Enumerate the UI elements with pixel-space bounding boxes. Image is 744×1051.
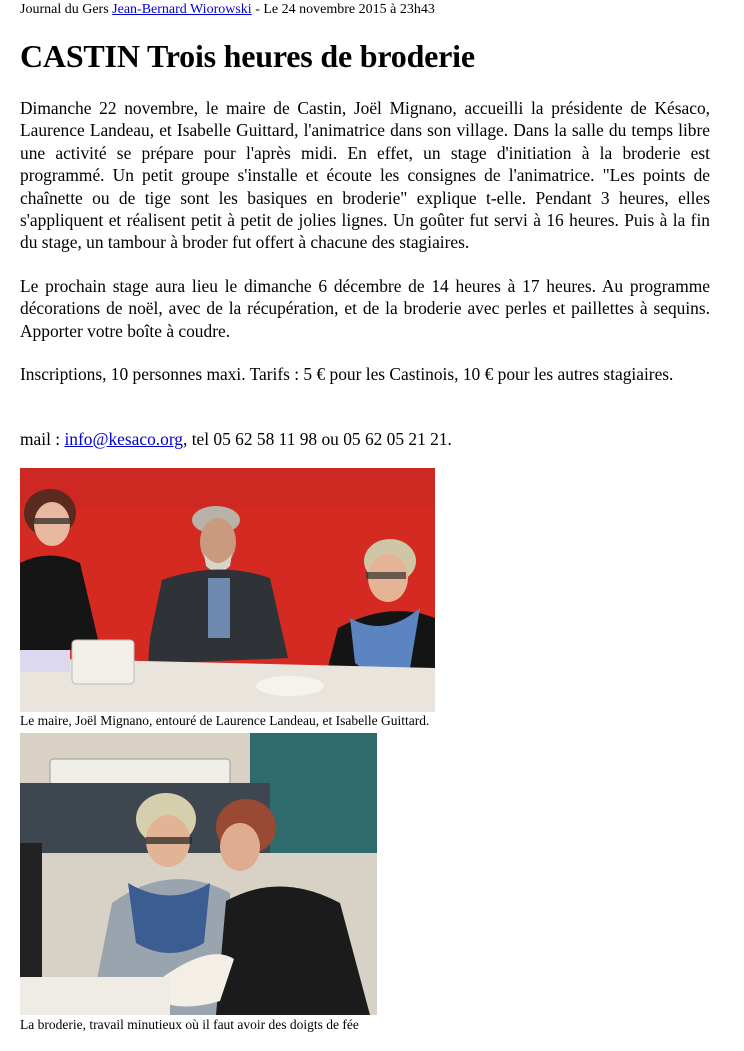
- photo-mayor-and-women: [20, 468, 435, 712]
- byline-separator: -: [251, 2, 264, 17]
- author-link[interactable]: Jean-Bernard Wiorowski: [112, 2, 252, 17]
- article-paragraph-1: Dimanche 22 novembre, le maire de Castin, Joël Mignano, accueilli la présidente de Késaco, Laurence Landeau, et Isabelle Guittard, l'animatrice dans son village. Dans la salle du temps libre une activité se prépare pour l'après midi. En effet, un stage d'initiation à la broderie est programmé. Un petit groupe s'installe et écoute les consignes de l'animatrice. "Les points de chaînette ou de tige sont les basiques en broderie" explique t-elle. Pendant 3 heures, elles s'appliquent et réalisent petit à petit de jolies lignes. Un goûter fut servi à 16 heures. Puis à la fin du stage, un tambour à broder fut offert à chacune des stagiaires.: [20, 98, 710, 253]
- photo-illustration-2: [20, 733, 377, 1015]
- article-byline: [20, 2, 435, 18]
- article-paragraph-3: Inscriptions, 10 personnes maxi. Tarifs : 5 € pour les Castinois, 10 € pour les autres stagiaires.: [20, 364, 674, 384]
- photo-illustration-1: [20, 468, 435, 712]
- photo-2-caption: La broderie, travail minutieux où il faut avoir des doigts de fée: [20, 1017, 359, 1032]
- contact-phone: , tel 05 62 58 11 98 ou 05 62 05 21 21.: [183, 429, 452, 449]
- article-paragraph-2: Le prochain stage aura lieu le dimanche 6 décembre de 14 heures à 17 heures. Au programme décorations de noël, avec de la récupération, et de la broderie avec perles et paillettes à sequins. Apporter votre boîte à coudre.: [20, 276, 710, 341]
- source-name: Journal du Gers: [20, 2, 109, 17]
- photo-1-caption: Le maire, Joël Mignano, entouré de Laurence Landeau, et Isabelle Guittard.: [20, 713, 430, 728]
- publish-date: Le 24 novembre 2015 à 23h43: [263, 2, 435, 17]
- email-link[interactable]: info@kesaco.org: [64, 429, 183, 449]
- photo-embroidery-work: [20, 733, 377, 1015]
- contact-line: [20, 428, 710, 450]
- contact-prefix: mail :: [20, 429, 65, 449]
- article-title: CASTIN Trois heures de broderie: [20, 38, 475, 74]
